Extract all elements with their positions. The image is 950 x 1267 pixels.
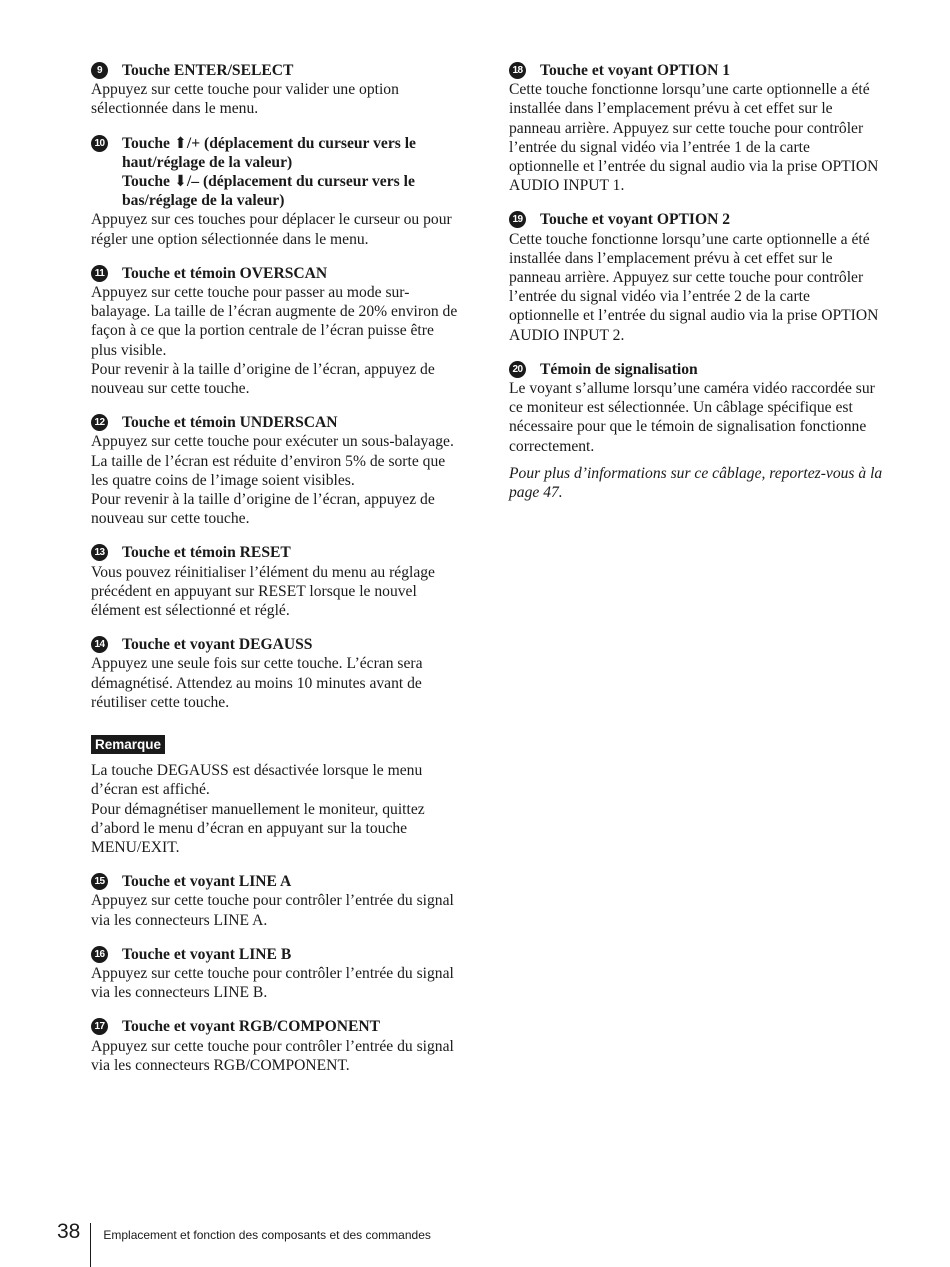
item-paragraph: Le voyant s’allume lorsqu’une caméra vidéo raccordée sur ce moniteur est sélectionnée. Un câblage spécifique est nécessaire pour que le témoin de signalisation fonctionne correctement. [509, 380, 875, 455]
item-17 [91, 1017, 463, 1075]
item-15 [91, 872, 463, 930]
item-16 [91, 945, 463, 1003]
note-paragraph: La touche DEGAUSS est désactivée lorsque le menu d’écran est affiché. [91, 762, 423, 799]
item-title: Touche et voyant LINE B [122, 945, 292, 963]
item-title: Touche et voyant LINE A [122, 873, 292, 891]
item-heading [91, 1017, 463, 1036]
item-9 [91, 61, 463, 119]
item-title-group [122, 134, 463, 211]
item-number-badge: 14 [91, 636, 108, 653]
item-number-badge: 12 [91, 414, 108, 431]
item-paragraph: Pour revenir à la taille d’origine de l’écran, appuyez de nouveau sur cette touche. [91, 491, 435, 528]
item-heading [91, 635, 463, 654]
item-14 [91, 635, 463, 712]
item-number-badge: 19 [509, 211, 526, 228]
item-title: Touche et témoin OVERSCAN [122, 264, 328, 282]
item-11 [91, 264, 463, 398]
item-18 [509, 61, 883, 195]
item-paragraph: Appuyez sur ces touches pour déplacer le curseur ou pour régler une option sélectionnée dans le menu. [91, 211, 452, 248]
item-heading [91, 945, 463, 964]
item-title-line: Touche ⬇/– (déplacement du curseur vers le bas/réglage de la valeur) [122, 173, 415, 210]
item-12 [91, 413, 463, 528]
item-heading [91, 872, 463, 891]
item-title: Touche et voyant RGB/COMPONENT [122, 1018, 381, 1036]
note-paragraph: Pour démagnétiser manuellement le moniteur, quittez d’abord le menu d’écran en appuyant sur la touche MENU/EXIT. [91, 800, 425, 856]
item-number-badge: 15 [91, 873, 108, 890]
item-heading [509, 210, 883, 229]
item-13 [91, 543, 463, 620]
item-paragraph: Appuyez sur cette touche pour valider une option sélectionnée dans le menu. [91, 81, 399, 118]
item-paragraph: Vous pouvez réinitialiser l’élément du menu au réglage précédent en appuyant sur RESET lorsque le nouvel élément est sélectionné et réglé. [91, 563, 435, 620]
item-title-line: Touche ⬆/+ (déplacement du curseur vers le haut/réglage de la valeur) [122, 134, 416, 171]
item-title: Touche et témoin RESET [122, 544, 291, 562]
page-footer [57, 1220, 431, 1266]
note-block [91, 727, 463, 857]
note-label: Remarque [91, 735, 165, 754]
footer-divider [90, 1223, 91, 1267]
item-title: Touche et voyant OPTION 1 [540, 62, 731, 79]
item-paragraph: Cette touche fonctionne lorsqu’une carte optionnelle a été installée dans l’emplacement prévu à cet effet sur le panneau arrière. Appuyez sur cette touche pour contrôler l’entrée du signal vidéo via l’entrée 2 de la carte optionnelle et l’entrée du signal audio via la prise OPTION AUDIO INPUT 2. [509, 230, 879, 344]
item-title: Touche ENTER/SELECT [122, 62, 294, 79]
item-number-badge: 9 [91, 62, 108, 79]
page-number: 38 [57, 1220, 81, 1243]
item-title: Témoin de signalisation [540, 360, 698, 378]
item-paragraph: La taille de l’écran est réduite d’environ 5% de sorte que les quatre coins de l’image soient visibles. [91, 452, 446, 489]
item-title: Touche et voyant OPTION 2 [540, 211, 731, 229]
item-10 [91, 134, 463, 249]
item-20 [509, 360, 883, 502]
item-paragraph: Pour revenir à la taille d’origine de l’écran, appuyez de nouveau sur cette touche. [91, 360, 435, 398]
left-column [91, 61, 463, 1090]
item-paragraph: Appuyez sur cette touche pour contrôler l’entrée du signal via les connecteurs LINE B. [91, 964, 454, 1002]
item-heading [91, 543, 463, 562]
item-number-badge: 16 [91, 946, 108, 963]
item-number-badge: 10 [91, 135, 108, 152]
item-paragraph: Appuyez sur cette touche pour exécuter un sous-balayage. [91, 433, 454, 451]
item-number-badge: 20 [509, 361, 526, 378]
item-heading [91, 413, 463, 432]
item-number-badge: 13 [91, 544, 108, 561]
item-heading [509, 360, 883, 379]
item-heading [91, 61, 463, 80]
item-title: Touche et voyant DEGAUSS [122, 636, 313, 654]
item-paragraph: Appuyez sur cette touche pour passer au mode sur-balayage. La taille de l’écran augmente de 20% environ de façon à ce que la portion centrale de l’écran puisse être plus visible. [91, 284, 458, 359]
item-paragraph: Appuyez sur cette touche pour contrôler l’entrée du signal via les connecteurs LINE A. [91, 892, 454, 929]
item-heading [91, 134, 463, 211]
item-paragraph: Cette touche fonctionne lorsqu’une carte optionnelle a été installée dans l’emplacement prévu à cet effet sur le panneau arrière. Appuyez sur cette touche pour contrôler l’entrée du signal vidéo via l’entrée 1 de la carte optionnelle et l’entrée du signal audio via la prise OPTION AUDIO INPUT 1. [509, 81, 879, 195]
cross-reference-note: Pour plus d’informations sur ce câblage, reportez-vous à la page 47. [509, 464, 883, 502]
item-number-badge: 17 [91, 1018, 108, 1035]
right-column [509, 61, 883, 517]
item-paragraph: Appuyez une seule fois sur cette touche. L’écran sera démagnétisé. Attendez au moins 10 minutes avant de réutiliser cette touche. [91, 655, 423, 711]
item-number-badge: 18 [509, 62, 526, 79]
item-heading [509, 61, 883, 80]
footer-section-title: Emplacement et fonction des composants et des commandes [103, 1228, 431, 1242]
item-number-badge: 11 [91, 265, 108, 282]
item-heading [91, 264, 463, 283]
item-title: Touche et témoin UNDERSCAN [122, 414, 338, 432]
item-19 [509, 210, 883, 344]
item-paragraph: Appuyez sur cette touche pour contrôler l’entrée du signal via les connecteurs RGB/COMPONENT. [91, 1037, 454, 1074]
